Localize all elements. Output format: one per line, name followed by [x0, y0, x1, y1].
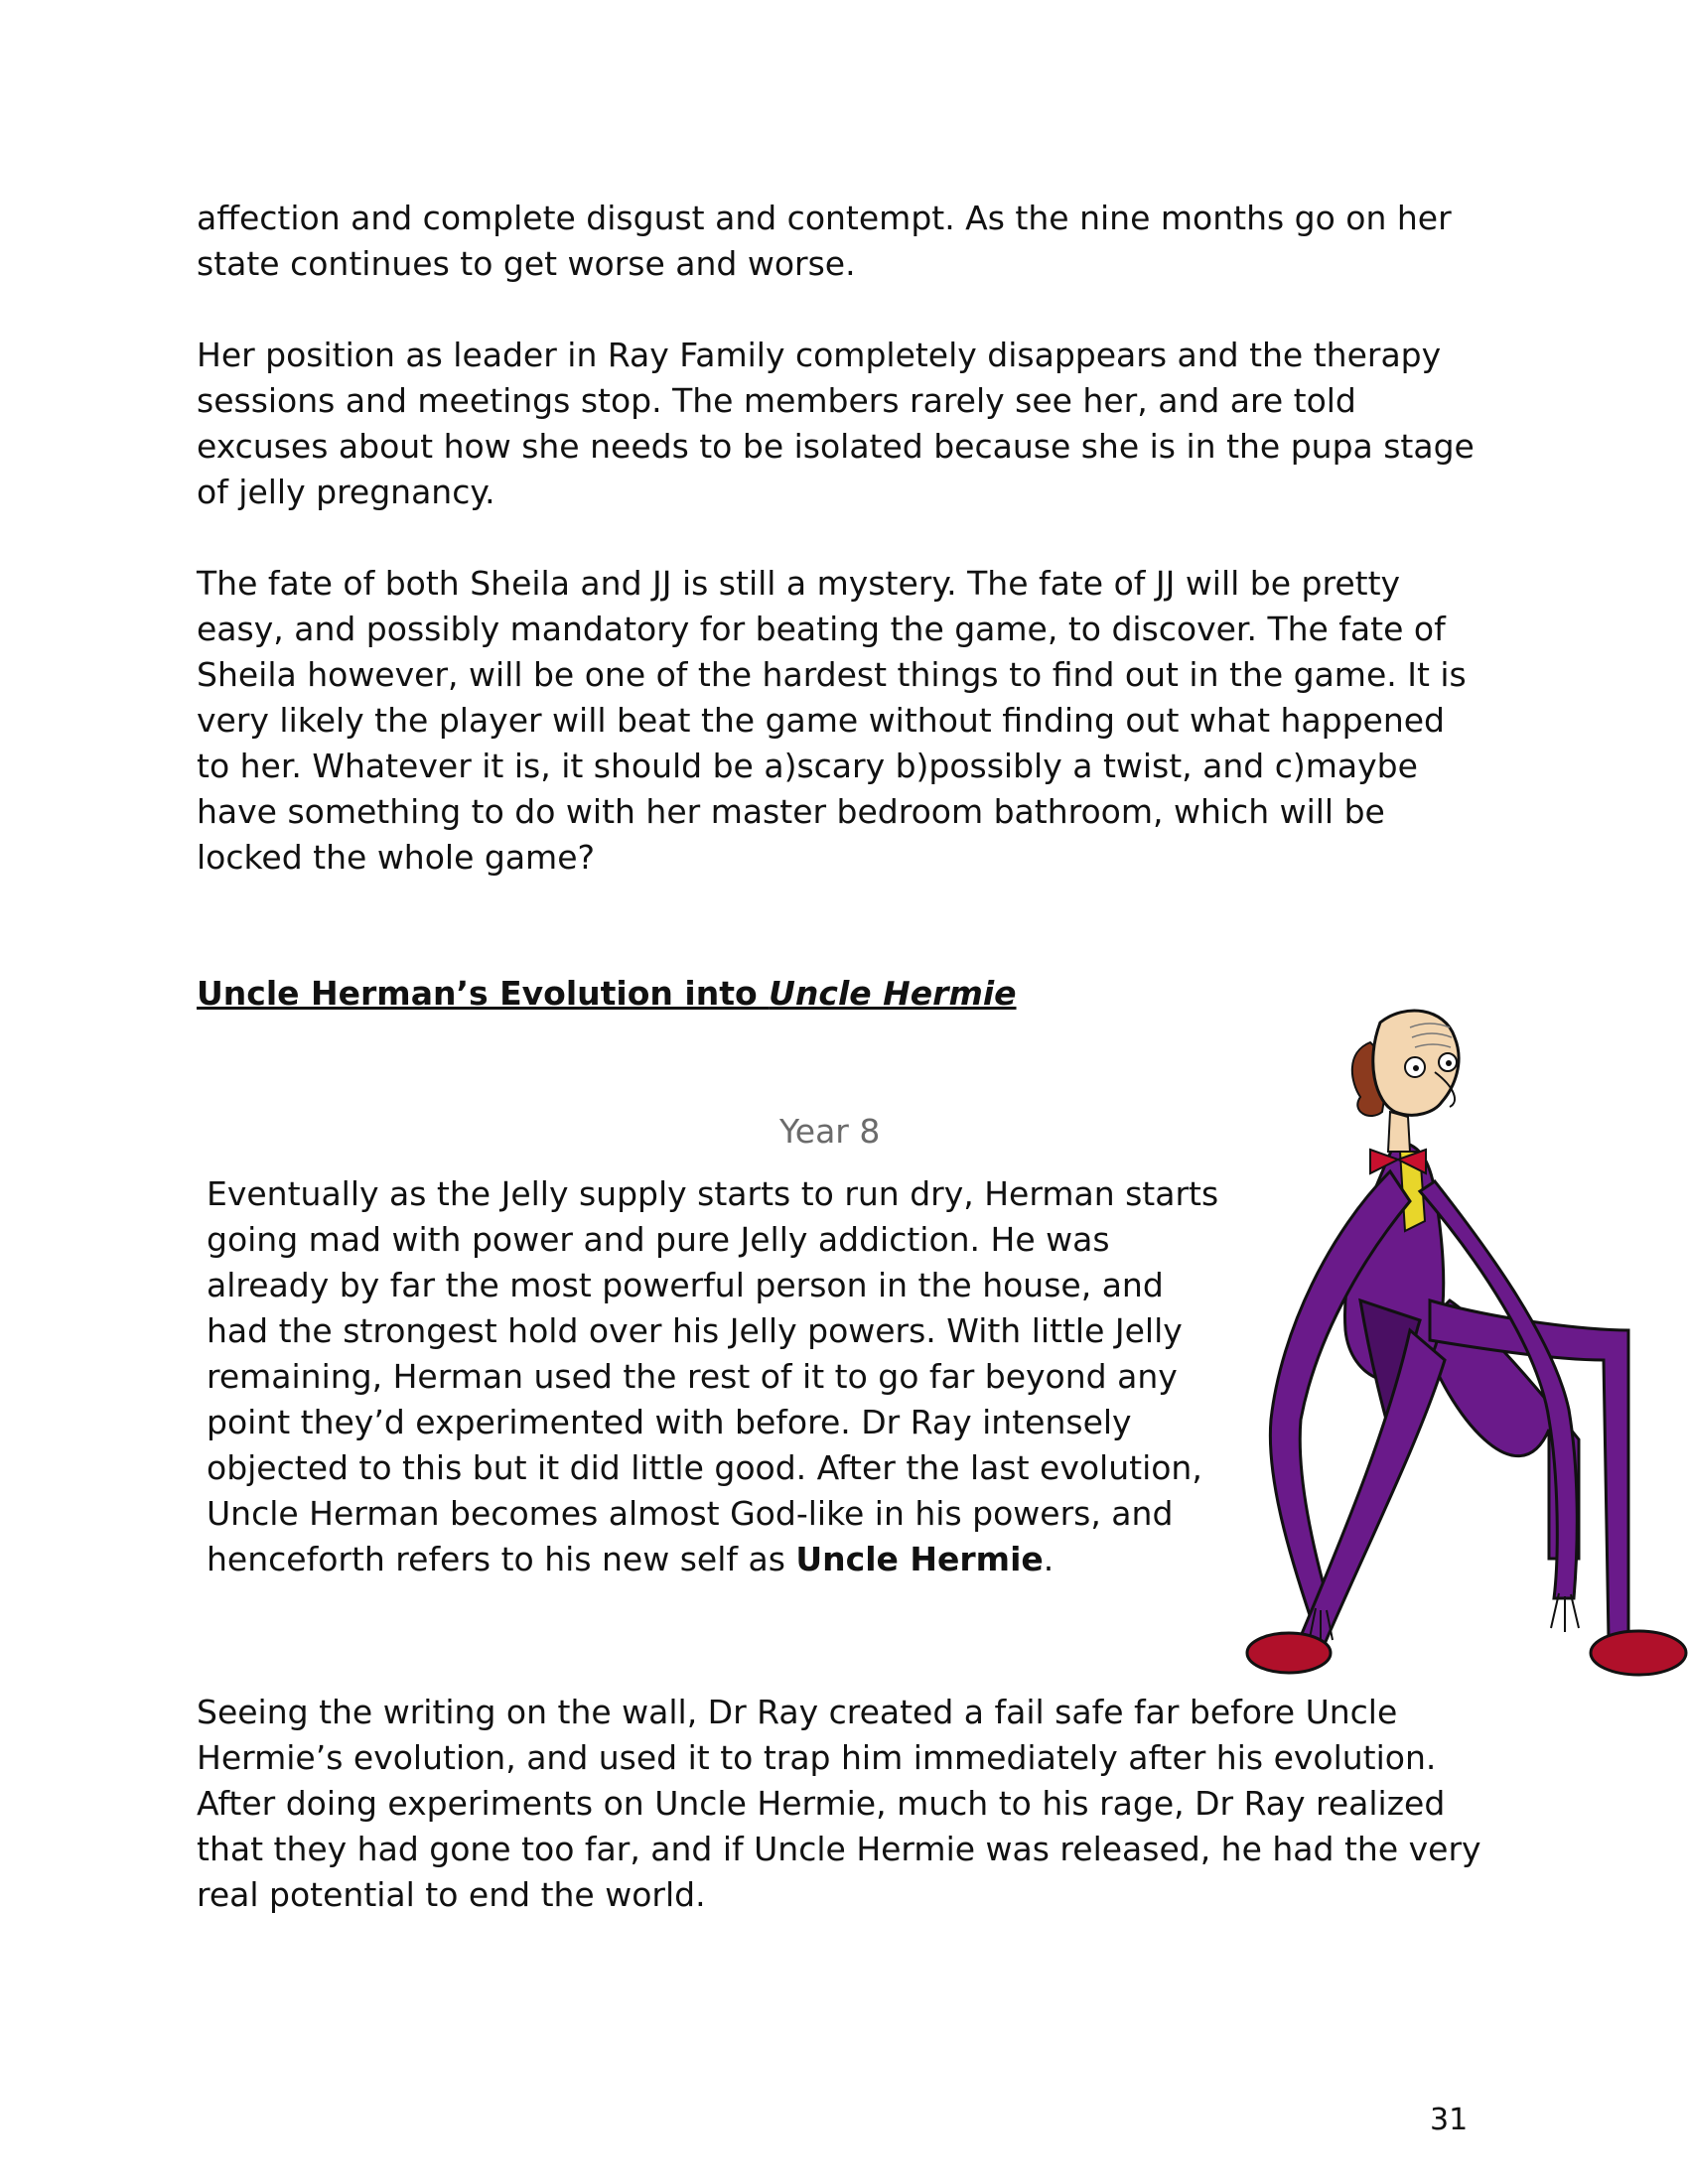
bold-name: Uncle Hermie — [795, 1540, 1044, 1578]
neck — [1388, 1112, 1410, 1152]
body-paragraph — [207, 1171, 1229, 1582]
uncle-hermie-illustration — [1221, 1003, 1688, 1688]
body-paragraph: Seeing the writing on the wall, Dr Ray created a fail safe far before Uncle Hermie’s evolution, and used it to trap him immediately after his evolution. After doing experiments on Uncle Hermie, much to his rage, Dr Ray realized that they had gone too far, and if Uncle Hermie was released, he had the very real potential to end the world. — [197, 1693, 1481, 1914]
pupil — [1413, 1065, 1419, 1071]
body-paragraph: Her position as leader in Ray Family completely disappears and the therapy sessions and meetings stop. The members rarely see her, and are told excuses about how she needs to be isolated because she is in the pupa stage of jelly pregnancy. — [197, 336, 1475, 511]
paragraph-end: . — [1043, 1540, 1055, 1578]
body-paragraph: The fate of both Sheila and JJ is still a mystery. The fate of JJ will be pretty easy, and possibly mandatory for beating the game, to discover. The fate of Sheila however, will be one of the hardest things to find out in the game. It is very likely the player will beat the game without finding out what happened to her. Whatever it is, it should be a)scary b)possibly a twist, and c)maybe have something to do with her master bedroom bathroom, which will be locked the whole game? — [197, 564, 1467, 877]
heading-italic-text: Uncle Hermie — [769, 974, 1017, 1013]
heading-text: Uncle Herman’s Evolution into — [197, 974, 770, 1013]
section-heading — [197, 974, 1017, 1013]
front-leg — [1296, 1330, 1445, 1653]
year-label: Year 8 — [779, 1112, 881, 1151]
body-paragraph: affection and complete disgust and contempt. As the nine months go on her state continues to get worse and worse. — [197, 199, 1452, 283]
left-shoe — [1247, 1633, 1331, 1673]
paragraph-text: Eventually as the Jelly supply starts to run dry, Herman starts going mad with power and pure Jelly addiction. He was already by far the most powerful person in the house, and had the strongest hold over his Jelly powers. With little Jelly remaining, Herman used the rest of it to go far beyond any point they’d experimented with before. Dr Ray intensely objected to this but it did little good. After the last evolution, Uncle Herman becomes almost God-like in his powers, and henceforth refers to his new self as — [207, 1174, 1219, 1578]
right-shoe — [1591, 1631, 1686, 1675]
page-number: 31 — [1430, 2103, 1469, 2137]
pupil — [1446, 1060, 1452, 1066]
